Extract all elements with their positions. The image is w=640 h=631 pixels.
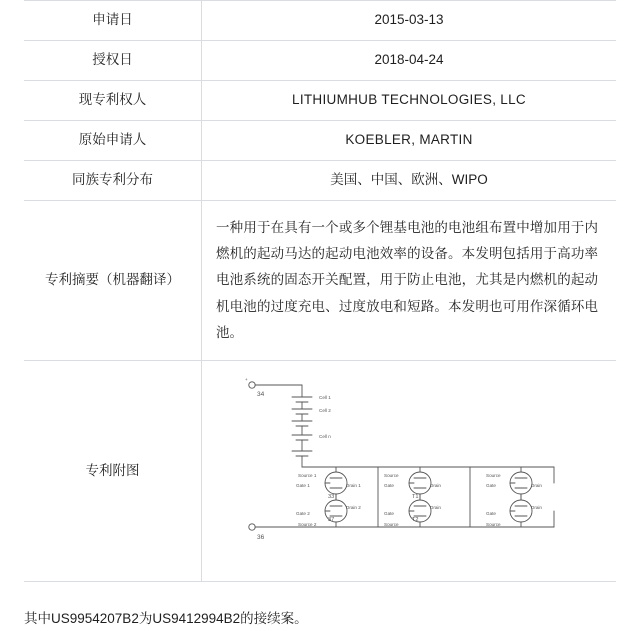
row-label-current-assignee: 现专利权人 <box>24 80 202 120</box>
figure-label-37: 37 <box>328 517 335 524</box>
figure-label-source1-a: Source 1 <box>298 473 317 479</box>
patent-info-table <box>24 0 616 582</box>
figure-label-source2-a: Source 2 <box>298 522 317 528</box>
table-row <box>24 40 616 80</box>
figure-label-cell1: Cell 1 <box>319 395 331 401</box>
figure-label-33: 33 <box>328 494 335 501</box>
table-row <box>24 361 616 582</box>
row-value-original-applicant: KOEBLER, MARTIN <box>345 131 473 147</box>
figure-label-t2: T2 <box>412 517 419 524</box>
table-row <box>24 200 616 361</box>
figure-label-cell2: Cell 2 <box>319 408 331 414</box>
figure-label-gate-f: Gate <box>486 511 496 517</box>
footnote-text: 其中US9954207B2为US9412994B2的接续案。 <box>24 611 308 627</box>
table-row <box>24 120 616 160</box>
figure-label-source-f: Source <box>486 522 501 528</box>
row-value-grant-date: 2018-04-24 <box>374 51 444 67</box>
figure-label-36: 36 <box>257 534 265 542</box>
figure-label-34: 34 <box>257 391 265 399</box>
patent-figure <box>208 371 610 571</box>
figure-label-drain-e: Drain <box>430 505 441 511</box>
row-value-current-assignee: LITHIUMHUB TECHNOLOGIES, LLC <box>292 91 526 107</box>
row-value-figure <box>202 361 617 582</box>
figure-label-drain1-a: Drain 1 <box>346 483 361 489</box>
row-value-family-distribution: 美国、中国、欧洲、WIPO <box>330 171 488 187</box>
row-label-filing-date: 申请日 <box>24 1 202 41</box>
row-value-abstract: 一种用于在具有一个或多个锂基电池的电池组布置中增加用于内燃机的起动马达的起动电池效率的设备。本发明包括用于高功率电池系统的固态开关配置，用于防止电池，尤其是内燃机的起动机电池的过度充电、过度放电和短路。本发明也可用作深循环电池。 <box>216 219 598 340</box>
row-label-abstract: 专利摘要（机器翻译） <box>24 200 202 361</box>
table-row <box>24 1 616 41</box>
row-label-figure: 专利附图 <box>24 361 202 582</box>
row-label-family-distribution: 同族专利分布 <box>24 160 202 200</box>
figure-label-drain-c: Drain <box>531 483 542 489</box>
table-row <box>24 160 616 200</box>
figure-label-gate2-a: Gate 2 <box>296 511 310 517</box>
patent-info-table-body <box>24 1 616 582</box>
figure-label-plus: + <box>245 377 248 383</box>
figure-label-source-b: Source <box>384 473 399 479</box>
figure-label-drain2-a: Drain 2 <box>346 505 361 511</box>
figure-label-gate1-a: Gate 1 <box>296 483 310 489</box>
row-label-grant-date: 授权日 <box>24 40 202 80</box>
figure-label-celln: Cell n <box>319 434 331 440</box>
figure-label-t1: T1 <box>412 494 419 501</box>
figure-label-drain-f: Drain <box>531 505 542 511</box>
row-value-filing-date: 2015-03-13 <box>374 12 444 27</box>
table-row <box>24 80 616 120</box>
figure-label-gate-b: Gate <box>384 483 394 489</box>
patent-figure-svg <box>224 371 594 567</box>
row-label-original-applicant: 原始申请人 <box>24 120 202 160</box>
figure-label-source-c: Source <box>486 473 501 479</box>
figure-label-drain-b: Drain <box>430 483 441 489</box>
figure-label-gate-c: Gate <box>486 483 496 489</box>
figure-label-gate-e: Gate <box>384 511 394 517</box>
figure-label-source-e: Source <box>384 522 399 528</box>
